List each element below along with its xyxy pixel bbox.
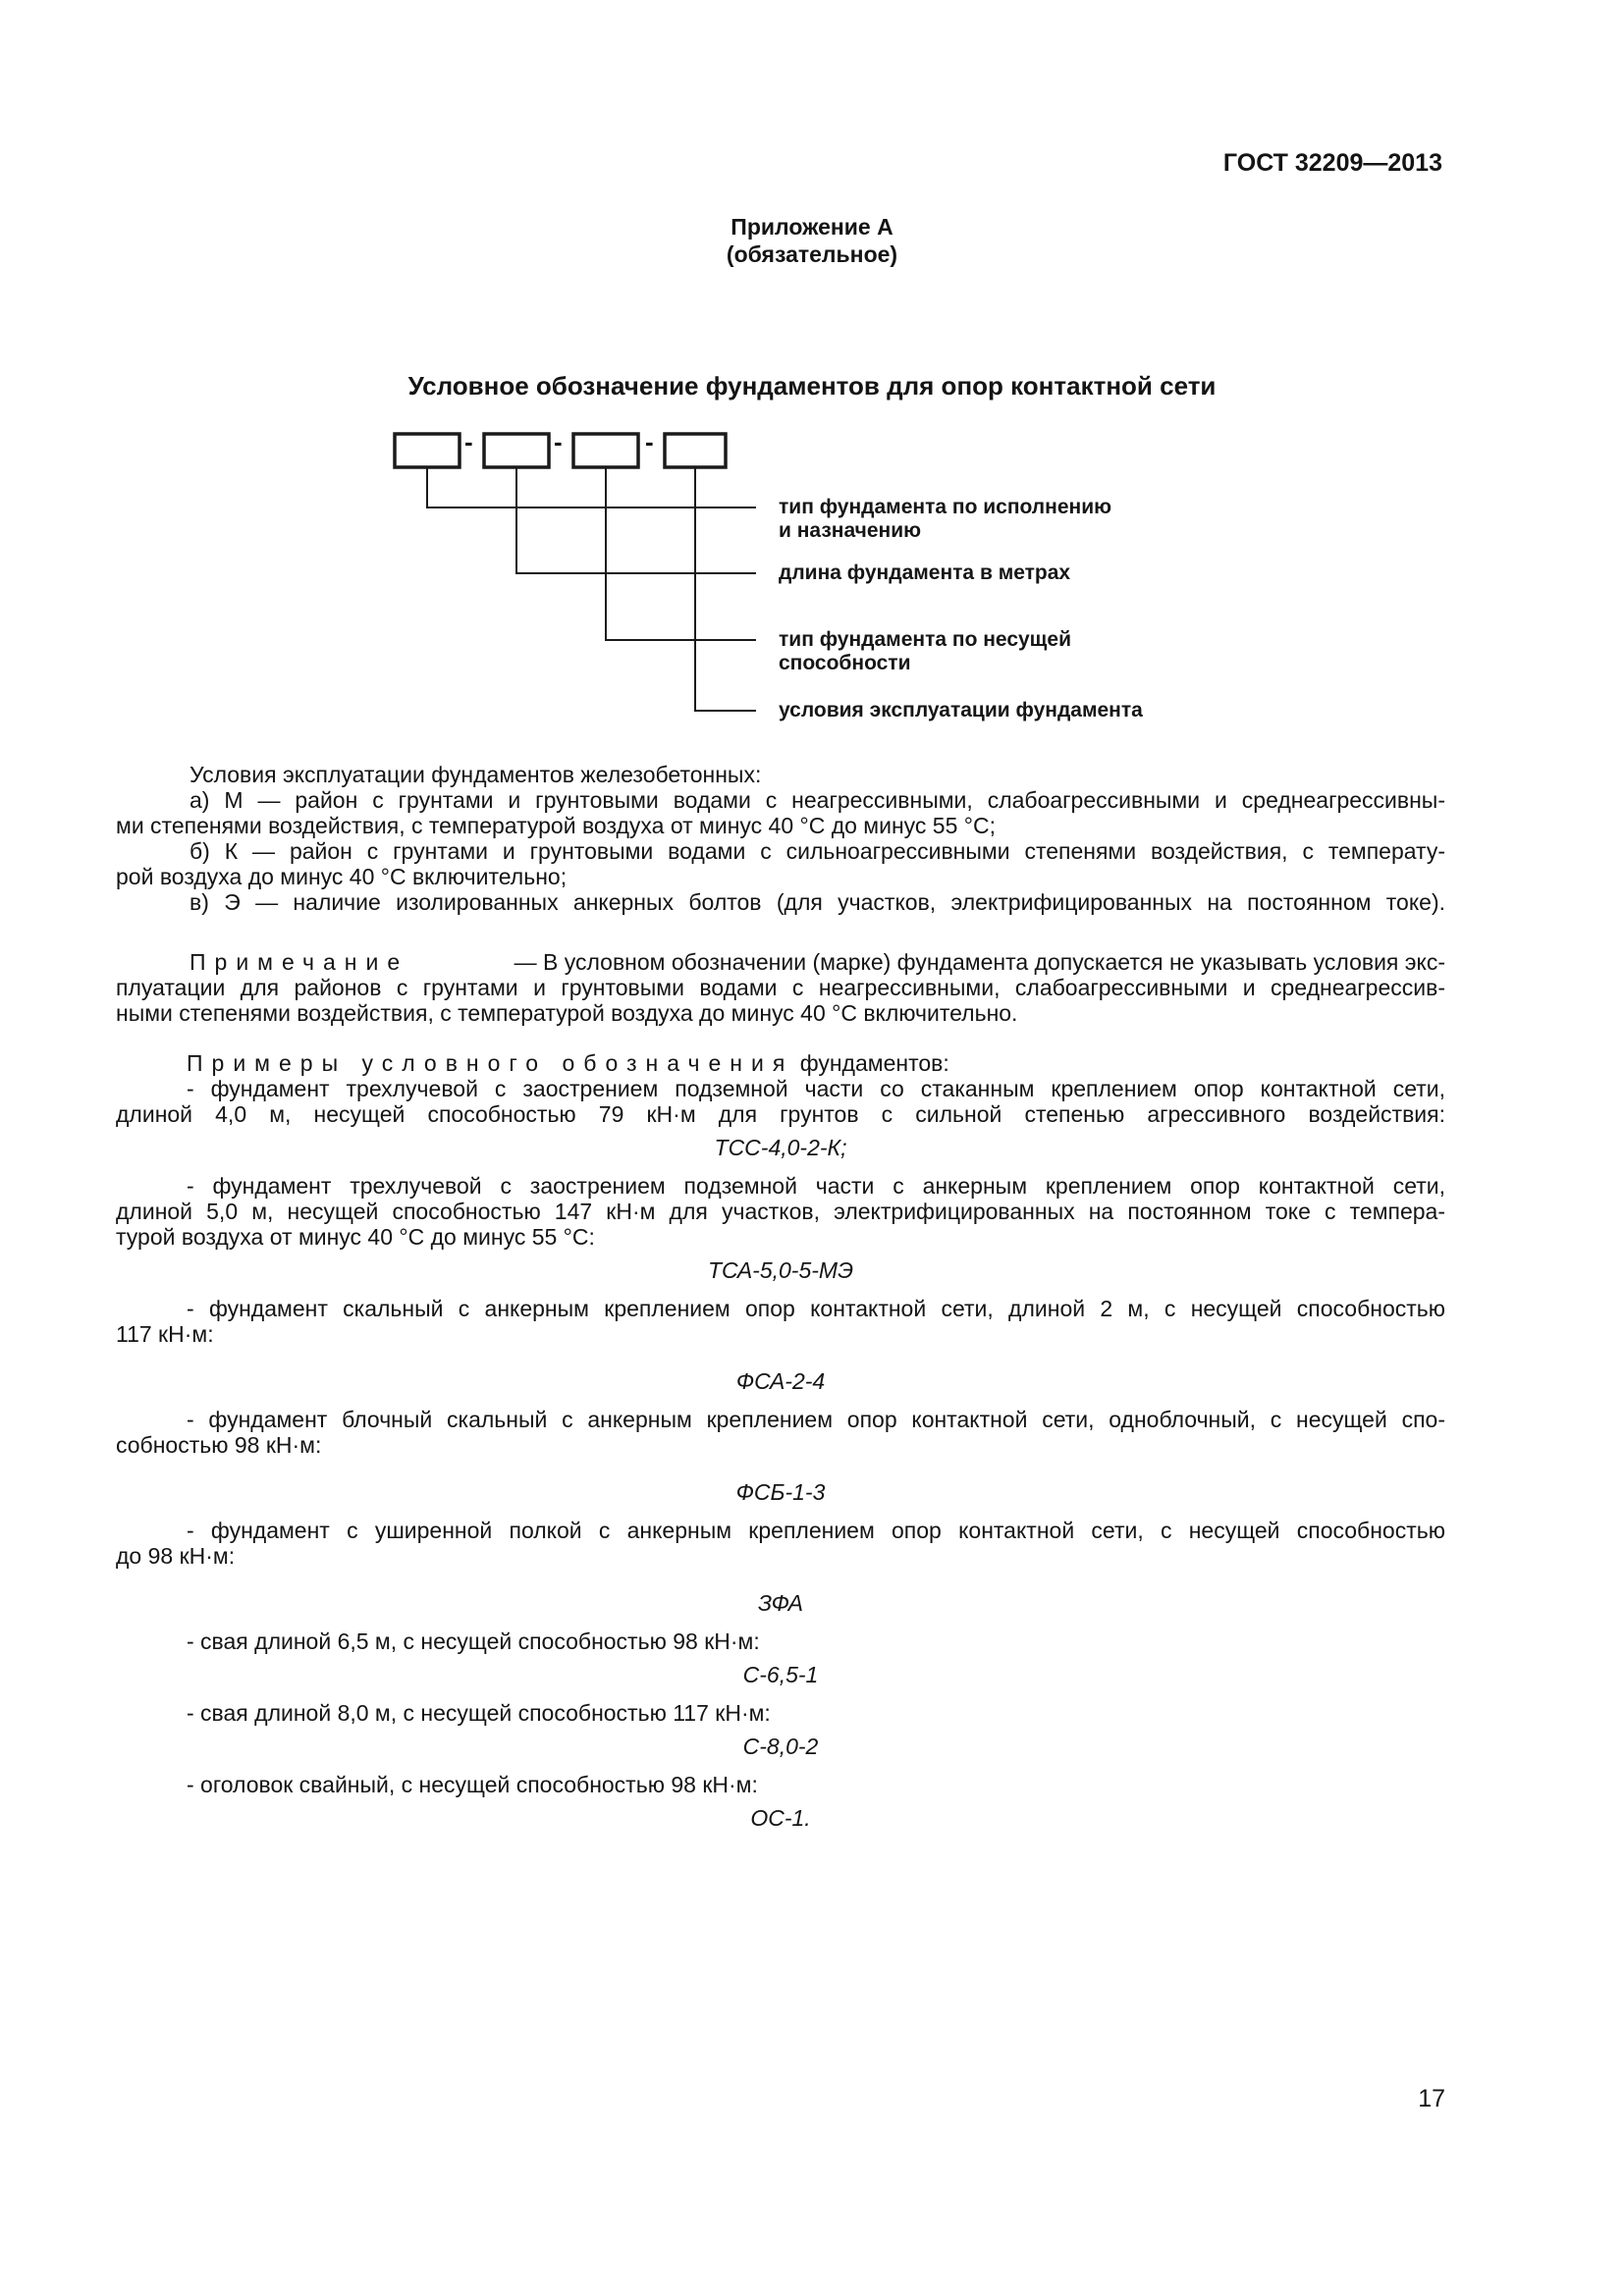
- example6-code: С-6,5-1: [742, 1662, 819, 1687]
- leader-line-4: [695, 467, 756, 711]
- note-block: [116, 949, 1445, 1026]
- separator-3: -: [645, 427, 654, 456]
- example8-code: ОС-1.: [750, 1805, 811, 1831]
- page-number: 17: [1418, 2085, 1445, 2112]
- example1-code: ТСС-4,0-2-К;: [714, 1135, 847, 1160]
- example7-code: С-8,0-2: [742, 1734, 819, 1759]
- label-type-by-design: тип фундамента по исполнению: [779, 496, 1112, 518]
- examples-title-rest: фундаментов:: [799, 1050, 949, 1076]
- example1-line1: - фундамент трехлучевой с заострением подземной части со стаканным креплением опор контактной сети,: [187, 1076, 1445, 1101]
- example3-line2: 117 кН·м:: [116, 1321, 214, 1347]
- leader-line-2: [516, 467, 756, 573]
- note-line3: ными степенями воздействия, с температурой воздуха до минус 40 °С включительно.: [116, 1000, 1018, 1026]
- example5-line1: - фундамент с уширенной полкой с анкерным креплением опор контактной сети, с несущей способностью: [187, 1518, 1445, 1543]
- label-type-by-design-cont: и назначению: [779, 519, 922, 542]
- example8-line1: - оголовок свайный, с несущей способностью 98 кН·м:: [187, 1772, 758, 1797]
- label-bearing-capacity: тип фундамента по несущей: [779, 628, 1071, 651]
- note-text: — В условном обозначении (марке) фундамента допускается не указывать условия экс-: [514, 949, 1445, 975]
- field-box-3: [573, 434, 638, 467]
- separator-1: -: [464, 427, 473, 456]
- separator-2: -: [554, 427, 563, 456]
- leader-line-1: [427, 467, 756, 507]
- examples-block: [116, 1050, 1445, 1831]
- field-box-1: [395, 434, 460, 467]
- label-length: длина фундамента в метрах: [779, 561, 1071, 584]
- condition-m-line2: ми степенями воздействия, с температурой воздуха от минус 40 °С до минус 55 °С;: [116, 813, 996, 838]
- example1-line2: длиной 4,0 м, несущей способностью 79 кН·м для грунтов с сильной степенью агрессивного воздействия:: [116, 1101, 1445, 1127]
- conditions-intro: Условия эксплуатации фундаментов железобетонных:: [189, 762, 762, 787]
- note-line1: [116, 949, 1445, 975]
- examples-title: [116, 1050, 1445, 1076]
- example7-line1: - свая длиной 8,0 м, с несущей способностью 117 кН·м:: [187, 1700, 771, 1726]
- note-line2: плуатации для районов с грунтами и грунтовыми водами с неагрессивными, слабоагрессивными и среднеагрессив-: [116, 975, 1445, 1000]
- condition-m-line1: а) М — район с грунтами и грунтовыми водами с неагрессивными, слабоагрессивными и среднеагрессивны-: [189, 787, 1445, 813]
- document-id: ГОСТ 32209—2013: [1222, 149, 1442, 177]
- example6-line1: - свая длиной 6,5 м, с несущей способностью 98 кН·м:: [187, 1629, 760, 1654]
- field-box-4: [665, 434, 726, 467]
- example2-code: ТСА-5,0-5-МЭ: [707, 1257, 854, 1283]
- condition-e-line1: в) Э — наличие изолированных анкерных болтов (для участков, электрифицированных на постоянном токе).: [189, 889, 1445, 915]
- designation-diagram: [388, 424, 1193, 734]
- appendix-title: Приложение А: [731, 214, 893, 240]
- conditions-block: [116, 762, 1445, 915]
- field-box-2: [484, 434, 549, 467]
- condition-k-line1: б) К — район с грунтами и грунтовыми водами с сильноагрессивными степенями воздействия, с температу-: [189, 838, 1445, 864]
- note-word: Примечание: [189, 949, 409, 975]
- example5-line2: до 98 кН·м:: [116, 1543, 236, 1569]
- label-bearing-capacity-cont: способности: [779, 652, 911, 674]
- example5-code: ЗФА: [758, 1590, 803, 1616]
- example2-line2: длиной 5,0 м, несущей способностью 147 кН·м для участков, электрифицированных на постоянном токе с темпера-: [116, 1199, 1445, 1224]
- example4-line1: - фундамент блочный скальный с анкерным креплением опор контактной сети, одноблочный, с несущей спо-: [187, 1407, 1445, 1432]
- example2-line3: турой воздуха от минус 40 °С до минус 55 °С:: [116, 1224, 595, 1250]
- leader-line-3: [606, 467, 756, 640]
- example4-code: ФСБ-1-3: [735, 1479, 826, 1505]
- example2-line1: - фундамент трехлучевой с заострением подземной части с анкерным креплением опор контактной сети,: [187, 1173, 1445, 1199]
- example3-line1: - фундамент скальный с анкерным креплением опор контактной сети, длиной 2 м, с несущей способностью: [187, 1296, 1445, 1321]
- example3-code: ФСА-2-4: [735, 1368, 826, 1394]
- condition-k-line2: рой воздуха до минус 40 °С включительно;: [116, 864, 568, 889]
- example4-line2: собностью 98 кН·м:: [116, 1432, 322, 1458]
- section-title: Условное обозначение фундаментов для опор контактной сети: [407, 371, 1217, 400]
- appendix-status: (обязательное): [726, 241, 898, 267]
- examples-title-spaced: Примеры условного обозначения: [187, 1050, 794, 1076]
- label-operating-conditions: условия эксплуатации фундамента: [779, 699, 1143, 721]
